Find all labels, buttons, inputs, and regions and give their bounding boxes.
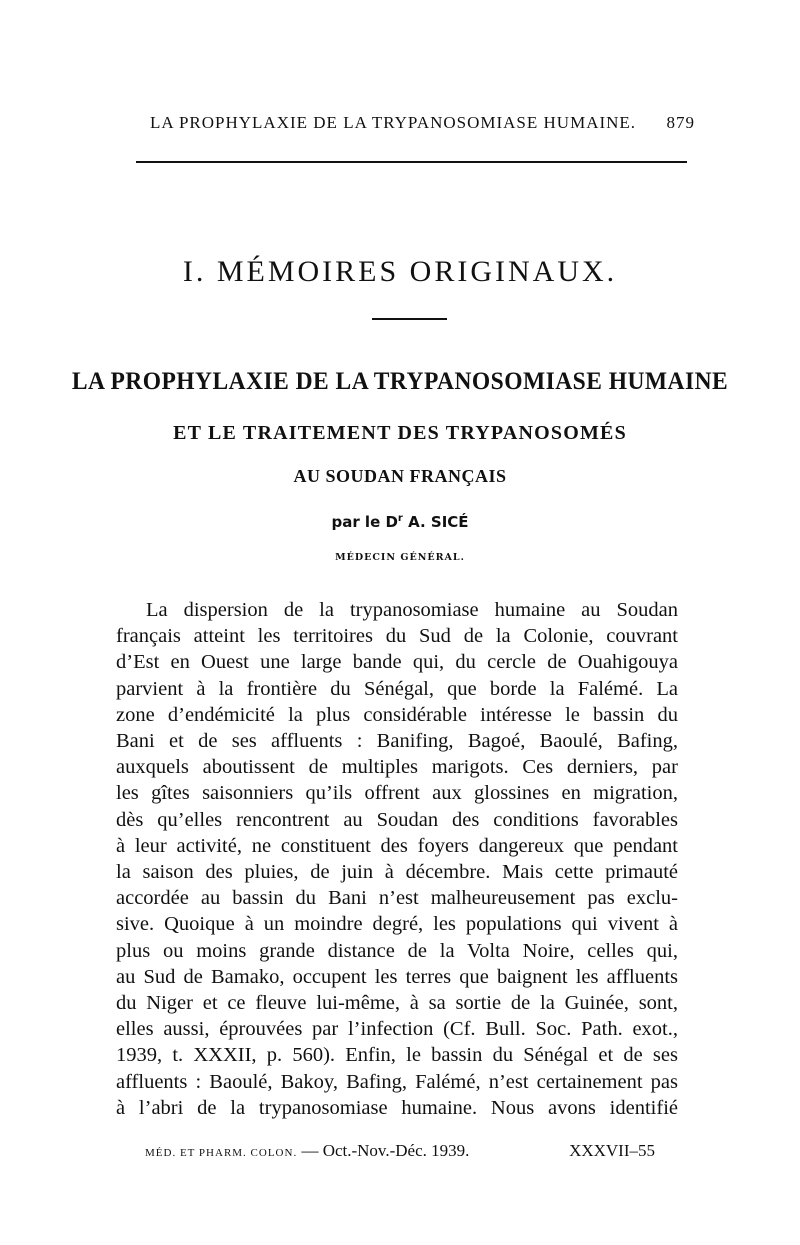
author-name: A. SICÉ — [402, 513, 469, 531]
body-line: parvient à la frontière du Sénégal, que borde la Falémé. La — [116, 677, 678, 700]
byline-prefix: par le D — [331, 513, 398, 531]
body-line: affluents : Baoulé, Bakoy, Bafing, Falémé, n’est certainement pas — [116, 1070, 678, 1093]
body-line: français atteint les territoires du Sud de la Colonie, couvrant — [116, 625, 678, 648]
article-title-line-1: LA PROPHYLAXIE DE LA TRYPANOSOMIASE HUMAINE — [71, 368, 729, 395]
body-paragraph — [116, 597, 678, 1121]
page-number: 879 — [666, 113, 695, 132]
body-line: dès qu’elles rencontrent au Soudan des conditions favorables — [116, 808, 678, 831]
body-line: 1939, t. XXXII, p. 560). Enfin, le bassin du Sénégal et de ses — [116, 1044, 678, 1067]
body-line: elles aussi, éprouvées par l’infection (Cf. Bull. Soc. Path. exot., — [116, 1018, 678, 1041]
article-title-line-2: ET LE TRAITEMENT DES TRYPANOSOMÉS — [173, 422, 627, 444]
body-line: plus ou moins grande distance de la Volta Noire, celles qui, — [116, 939, 678, 962]
header-rule — [136, 161, 687, 163]
body-line: la saison des pluies, de juin à décembre. Mais cette primauté — [116, 861, 678, 884]
body-line: à leur activité, ne constituent des foyers dangereux que pendant — [116, 834, 678, 857]
byline — [0, 513, 800, 531]
body-line: du Niger et ce fleuve lui-même, à sa sortie de la Guinée, sont, — [116, 992, 678, 1015]
body-line: auxquels aboutissent de multiples marigots. Ces derniers, par — [116, 756, 678, 779]
body-line: La dispersion de la trypanosomiase humaine au Soudan — [146, 599, 678, 621]
journal-name: MÉD. ET PHARM. COLON. — [145, 1147, 298, 1159]
body-line: accordée au bassin du Bani n’est malheureusement pas exclu- — [116, 887, 678, 910]
body-line: Bani et de ses affluents : Banifing, Bagoé, Baoulé, Bafing, — [116, 730, 678, 753]
byline-sup: r — [397, 513, 403, 524]
issue-date: Oct.-Nov.-Déc. 1939. — [322, 1141, 470, 1160]
author-role: MÉDECIN GÉNÉRAL. — [335, 552, 465, 563]
section-title: I. MÉMOIRES ORIGINAUX. — [182, 255, 618, 288]
body-line: au Sud de Bamako, occupent les terres que baignent les affluents — [116, 965, 678, 988]
body-line: les gîtes saisonniers qu’ils offrent aux glossines en migration, — [116, 782, 678, 805]
article-title-line-3: AU SOUDAN FRANÇAIS — [293, 466, 507, 486]
body-line: d’Est en Ouest une large bande qui, du cercle de Ouahigouya — [116, 651, 678, 674]
section-divider — [372, 318, 447, 320]
footer-dash: — — [297, 1141, 323, 1160]
body-line: zone d’endémicité la plus considérable intéresse le bassin du — [116, 703, 678, 726]
sheet-signature: XXXVII–55 — [569, 1141, 655, 1160]
running-head-title: LA PROPHYLAXIE DE LA TRYPANOSOMIASE HUMAINE. — [150, 113, 637, 132]
body-line: sive. Quoique à un moindre degré, les populations qui vivent à — [116, 913, 678, 936]
page-footer — [145, 1141, 655, 1161]
footer-citation — [145, 1141, 469, 1161]
body-line: à l’abri de la trypanosomiase humaine. Nous avons identifié — [116, 1096, 678, 1119]
running-head — [150, 113, 695, 133]
